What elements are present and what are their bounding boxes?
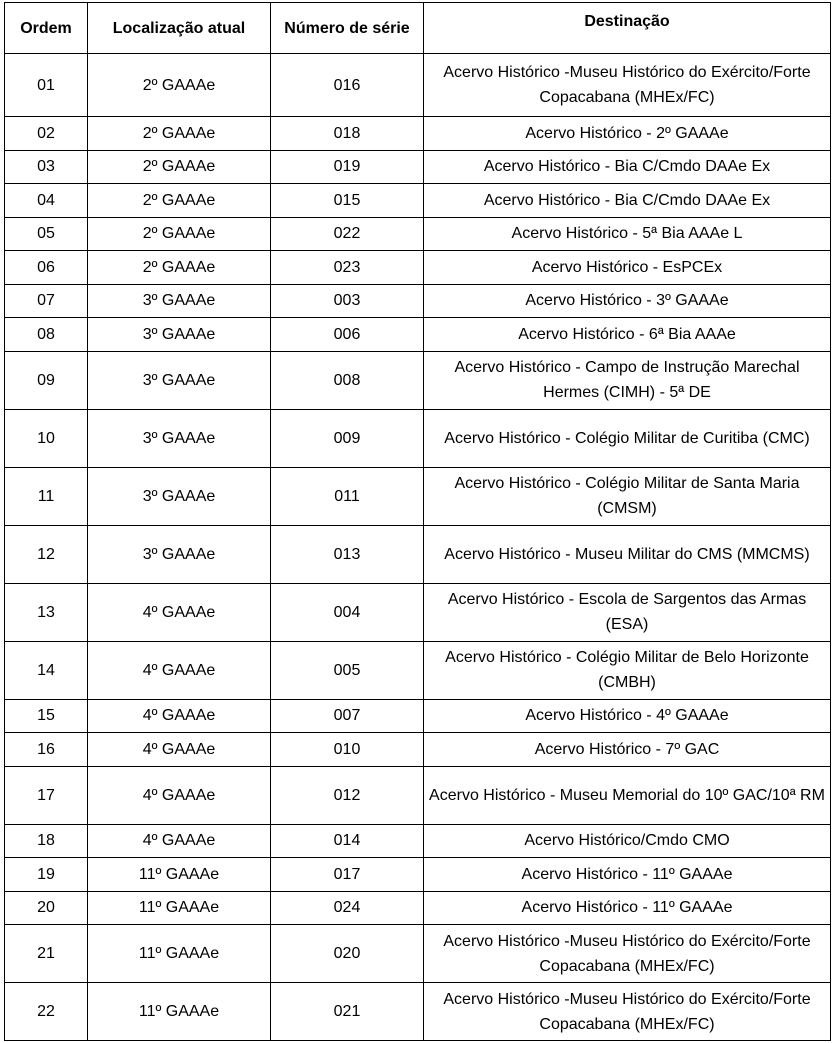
cell-numero-serie: 004 (271, 583, 424, 641)
cell-ordem: 03 (5, 150, 88, 184)
table-row (5, 858, 831, 892)
cell-destinacao: Acervo Histórico -Museu Histórico do Exército/Forte Copacabana (MHEx/FC) (424, 54, 831, 117)
cell-numero-serie: 005 (271, 641, 424, 699)
header-row (5, 3, 831, 54)
table-row (5, 583, 831, 641)
cell-ordem: 13 (5, 583, 88, 641)
destination-table (4, 2, 831, 1041)
cell-destinacao: Acervo Histórico -Museu Histórico do Exército/Forte Copacabana (MHEx/FC) (424, 925, 831, 983)
cell-localizacao: 2º GAAAe (88, 184, 271, 218)
cell-numero-serie: 016 (271, 54, 424, 117)
cell-ordem: 15 (5, 699, 88, 733)
cell-numero-serie: 008 (271, 351, 424, 409)
cell-ordem: 11 (5, 467, 88, 525)
cell-numero-serie: 009 (271, 409, 424, 467)
cell-destinacao: Acervo Histórico - 4º GAAAe (424, 699, 831, 733)
cell-numero-serie: 014 (271, 824, 424, 858)
cell-numero-serie: 011 (271, 467, 424, 525)
cell-localizacao: 3º GAAAe (88, 284, 271, 318)
cell-numero-serie: 007 (271, 699, 424, 733)
cell-localizacao: 11º GAAAe (88, 925, 271, 983)
cell-ordem: 09 (5, 351, 88, 409)
cell-numero-serie: 019 (271, 150, 424, 184)
cell-destinacao: Acervo Histórico - Escola de Sargentos das Armas (ESA) (424, 583, 831, 641)
cell-ordem: 12 (5, 525, 88, 583)
cell-localizacao: 4º GAAAe (88, 699, 271, 733)
cell-numero-serie: 020 (271, 925, 424, 983)
cell-localizacao: 4º GAAAe (88, 824, 271, 858)
cell-destinacao: Acervo Histórico - Museu Memorial do 10º GAC/10ª RM (424, 766, 831, 824)
cell-localizacao: 4º GAAAe (88, 733, 271, 767)
cell-ordem: 18 (5, 824, 88, 858)
cell-numero-serie: 018 (271, 117, 424, 151)
cell-ordem: 19 (5, 858, 88, 892)
cell-localizacao: 3º GAAAe (88, 409, 271, 467)
table-row (5, 184, 831, 218)
cell-localizacao: 11º GAAAe (88, 891, 271, 925)
header-localizacao: Localização atual (88, 3, 271, 54)
cell-localizacao: 2º GAAAe (88, 251, 271, 285)
table-row (5, 351, 831, 409)
cell-localizacao: 11º GAAAe (88, 983, 271, 1041)
cell-numero-serie: 017 (271, 858, 424, 892)
cell-destinacao: Acervo Histórico - Campo de Instrução Marechal Hermes (CIMH) - 5ª DE (424, 351, 831, 409)
cell-numero-serie: 013 (271, 525, 424, 583)
cell-destinacao: Acervo Histórico - 7º GAC (424, 733, 831, 767)
table-row (5, 54, 831, 117)
cell-ordem: 06 (5, 251, 88, 285)
table-row (5, 824, 831, 858)
table-row (5, 150, 831, 184)
table-row (5, 117, 831, 151)
cell-numero-serie: 003 (271, 284, 424, 318)
table-row (5, 525, 831, 583)
cell-localizacao: 4º GAAAe (88, 583, 271, 641)
cell-numero-serie: 023 (271, 251, 424, 285)
cell-destinacao: Acervo Histórico - Colégio Militar de Belo Horizonte (CMBH) (424, 641, 831, 699)
cell-destinacao: Acervo Histórico/Cmdo CMO (424, 824, 831, 858)
table-row (5, 925, 831, 983)
cell-ordem: 02 (5, 117, 88, 151)
cell-numero-serie: 024 (271, 891, 424, 925)
cell-numero-serie: 015 (271, 184, 424, 218)
cell-destinacao: Acervo Histórico - EsPCEx (424, 251, 831, 285)
table-row (5, 983, 831, 1041)
cell-numero-serie: 006 (271, 318, 424, 352)
cell-destinacao: Acervo Histórico - Colégio Militar de Curitiba (CMC) (424, 409, 831, 467)
cell-ordem: 20 (5, 891, 88, 925)
cell-ordem: 10 (5, 409, 88, 467)
table-row (5, 284, 831, 318)
cell-destinacao: Acervo Histórico -Museu Histórico do Exército/Forte Copacabana (MHEx/FC) (424, 983, 831, 1041)
cell-destinacao: Acervo Histórico - Colégio Militar de Santa Maria (CMSM) (424, 467, 831, 525)
cell-localizacao: 2º GAAAe (88, 54, 271, 117)
cell-ordem: 17 (5, 766, 88, 824)
table-row (5, 891, 831, 925)
table-row (5, 467, 831, 525)
cell-localizacao: 3º GAAAe (88, 351, 271, 409)
cell-numero-serie: 012 (271, 766, 424, 824)
table-row (5, 699, 831, 733)
cell-localizacao: 11º GAAAe (88, 858, 271, 892)
cell-localizacao: 4º GAAAe (88, 641, 271, 699)
cell-ordem: 05 (5, 217, 88, 251)
cell-destinacao: Acervo Histórico - 2º GAAAe (424, 117, 831, 151)
table-row (5, 318, 831, 352)
cell-destinacao: Acervo Histórico - 3º GAAAe (424, 284, 831, 318)
table-row (5, 251, 831, 285)
table-row (5, 733, 831, 767)
header-numero-serie: Número de série (271, 3, 424, 54)
cell-destinacao: Acervo Histórico - Bia C/Cmdo DAAe Ex (424, 184, 831, 218)
cell-ordem: 08 (5, 318, 88, 352)
cell-destinacao: Acervo Histórico - 6ª Bia AAAe (424, 318, 831, 352)
cell-ordem: 01 (5, 54, 88, 117)
cell-localizacao: 2º GAAAe (88, 150, 271, 184)
cell-destinacao: Acervo Histórico - Museu Militar do CMS (MMCMS) (424, 525, 831, 583)
cell-localizacao: 2º GAAAe (88, 117, 271, 151)
cell-localizacao: 4º GAAAe (88, 766, 271, 824)
cell-destinacao: Acervo Histórico - 11º GAAAe (424, 891, 831, 925)
cell-numero-serie: 022 (271, 217, 424, 251)
table-row (5, 766, 831, 824)
table-row (5, 641, 831, 699)
cell-ordem: 16 (5, 733, 88, 767)
cell-localizacao: 3º GAAAe (88, 525, 271, 583)
cell-localizacao: 3º GAAAe (88, 318, 271, 352)
cell-destinacao: Acervo Histórico - 11º GAAAe (424, 858, 831, 892)
cell-numero-serie: 010 (271, 733, 424, 767)
header-destinacao: Destinação (424, 3, 831, 54)
table-row (5, 217, 831, 251)
table-row (5, 409, 831, 467)
cell-destinacao: Acervo Histórico - Bia C/Cmdo DAAe Ex (424, 150, 831, 184)
cell-ordem: 07 (5, 284, 88, 318)
cell-ordem: 22 (5, 983, 88, 1041)
cell-ordem: 04 (5, 184, 88, 218)
cell-ordem: 21 (5, 925, 88, 983)
cell-localizacao: 3º GAAAe (88, 467, 271, 525)
cell-ordem: 14 (5, 641, 88, 699)
header-ordem: Ordem (5, 3, 88, 54)
cell-localizacao: 2º GAAAe (88, 217, 271, 251)
cell-numero-serie: 021 (271, 983, 424, 1041)
cell-destinacao: Acervo Histórico - 5ª Bia AAAe L (424, 217, 831, 251)
